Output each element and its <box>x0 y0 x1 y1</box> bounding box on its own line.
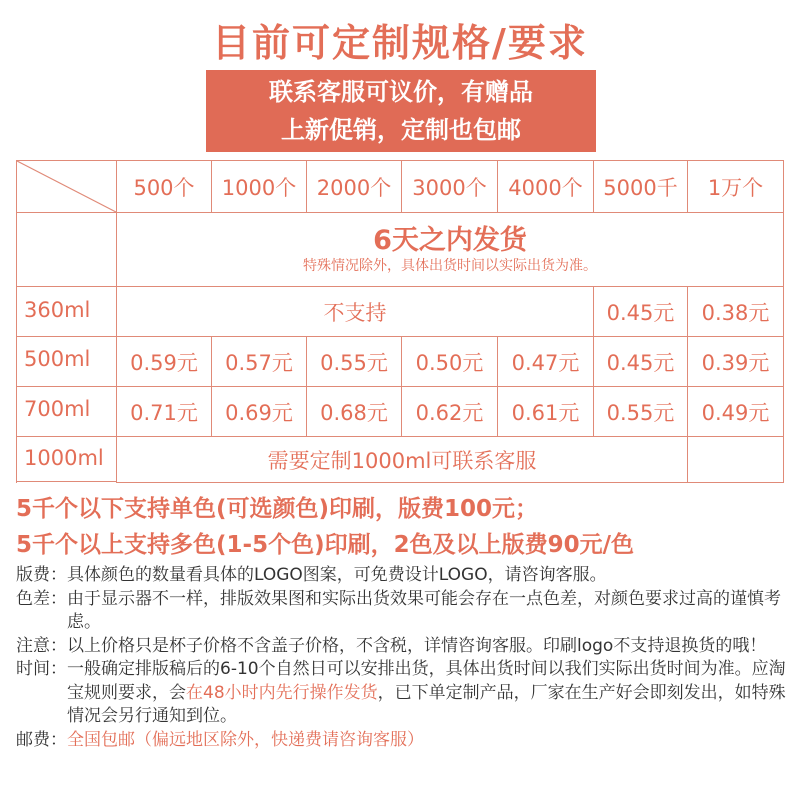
price-cell: 0.57元 <box>212 337 307 387</box>
price-table <box>16 160 784 483</box>
note-text <box>67 658 786 729</box>
note-text: 以上价格只是杯子价格不含盖子价格，不含税，详情咨询客服。印刷logo不支持退换货的哦！ <box>67 635 767 656</box>
note-label: 时间： <box>16 659 67 679</box>
shipping-note: 特殊情况除外，具体出货时间以实际出货为准。 <box>303 257 597 274</box>
note-text-part: 一般确定排版稿后的6-10个自然日可以安排出货，具体出货时间以我们实际出货时间为准。应淘宝规则要求，会 <box>67 659 786 703</box>
price-cell: 0.61元 <box>498 387 594 437</box>
price-cell: 0.45元 <box>594 287 688 337</box>
table-row <box>17 337 784 387</box>
note-label: 邮费： <box>16 729 67 750</box>
row-label: 700ml <box>24 397 91 421</box>
qty-header: 1万个 <box>688 161 784 213</box>
shipping-row <box>17 213 784 287</box>
promo-line-1: 5千个以下支持单色(可选颜色)印刷，版费100元； <box>16 496 539 522</box>
custom-1000ml-cell: 需要定制1000ml可联系客服 <box>117 437 688 483</box>
qty-header: 500个 <box>117 161 212 213</box>
price-cell: 0.49元 <box>688 387 784 437</box>
qty-header: 1000个 <box>212 161 307 213</box>
note-text: 具体颜色的数量看具体的LOGO图案，可免费设计LOGO，请咨询客服。 <box>67 565 607 585</box>
note-text-part: ，已下单定制产品，厂家在生产好会即刻发出，如特殊情况会另行通知到位。 <box>67 682 786 726</box>
notes-section <box>16 564 786 752</box>
price-cell: 0.47元 <box>498 337 594 387</box>
note-text: 由于显示器不一样，排版效果图和实际出货效果可能会存在一点色差，对颜色要求过高的谨慎考虑。 <box>67 588 781 632</box>
note-label: 注意： <box>16 635 67 656</box>
empty-cell <box>688 437 784 483</box>
note-label: 色差： <box>16 588 67 609</box>
qty-header: 2000个 <box>307 161 402 213</box>
promo-line-2: 5千个以上支持多色(1-5个色)印刷，2色及以上版费90元/色 <box>16 532 634 558</box>
note-plate-fee <box>16 564 786 588</box>
price-cell: 0.55元 <box>594 387 688 437</box>
shipping-cell <box>117 213 784 287</box>
price-cell: 0.50元 <box>402 337 498 387</box>
table-row <box>17 387 784 437</box>
table-row <box>17 287 784 337</box>
price-cell: 0.39元 <box>688 337 784 387</box>
row-label: 1000ml <box>24 446 104 470</box>
banner-line-1: 联系客服可议价，有赠品 <box>269 78 533 106</box>
qty-header: 3000个 <box>402 161 498 213</box>
banner-line-2: 上新促销，定制也包邮 <box>281 116 521 144</box>
note-label: 版费： <box>16 565 67 585</box>
note-time <box>16 658 786 729</box>
note-highlight: 在48小时内先行操作发货 <box>186 682 378 703</box>
note-color-diff <box>16 588 786 635</box>
price-cell: 0.69元 <box>212 387 307 437</box>
note-notice <box>16 635 786 659</box>
price-cell: 0.68元 <box>307 387 402 437</box>
qty-header: 5000千 <box>594 161 688 213</box>
quantity-header-row <box>17 161 784 213</box>
page-title: 目前可定制规格/要求 <box>212 21 588 65</box>
price-cell: 0.71元 <box>117 387 212 437</box>
shipping-title: 6天之内发货 <box>373 224 527 256</box>
price-cell: 0.38元 <box>688 287 784 337</box>
price-cell: 0.45元 <box>594 337 688 387</box>
price-cell: 0.55元 <box>307 337 402 387</box>
price-cell: 0.62元 <box>402 387 498 437</box>
table-row <box>17 437 784 483</box>
qty-header: 4000个 <box>498 161 594 213</box>
promo-banner <box>206 70 596 152</box>
note-postage <box>16 729 786 753</box>
note-text: 全国包邮（偏远地区除外，快递费请咨询客服） <box>67 729 424 750</box>
row-label: 360ml <box>24 298 91 322</box>
price-cell: 0.59元 <box>117 337 212 387</box>
unsupported-cell: 不支持 <box>117 287 594 337</box>
row-label: 500ml <box>24 347 91 371</box>
diagonal-line <box>17 161 116 212</box>
corner-cell <box>17 161 117 213</box>
